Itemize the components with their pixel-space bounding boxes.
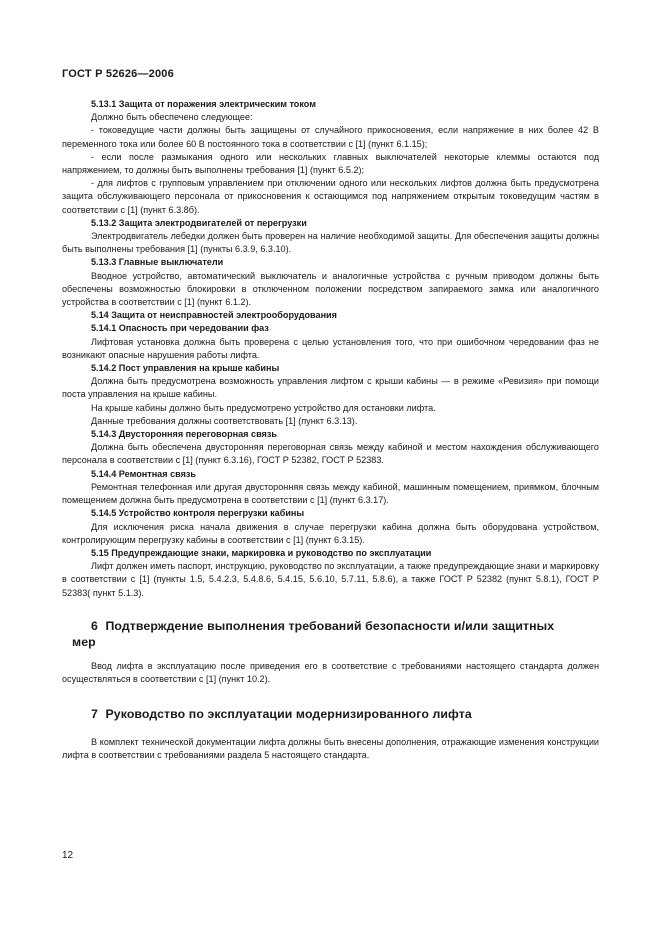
section-6-number: 6: [91, 618, 98, 633]
clause-paragraph: - токоведущие части должны быть защищены от случайного прикосновения, если напряжение в них более 42 В переменного тока или более 60 В постоянного тока в соответствии с [1] (пункт 6.1.15);: [62, 125, 599, 149]
clause-paragraph: Должна быть предусмотрена возможность управления лифтом с крыши кабины — в режиме «Ревизия» при помощи поста управления на крыше кабины.: [62, 376, 599, 400]
section-7: [62, 706, 599, 762]
clause-heading: 5.14.3 Двусторонняя переговорная связь: [91, 429, 277, 440]
section-7-heading: [62, 706, 599, 722]
clause-paragraph: - для лифтов с групповым управлением при отключении одного или нескольких лифтов должна быть предусмотрена защита обслуживающего персонала от прикосновения к остающимся под напряжением открытым токоведущим частям в соответствии с [1] (пункт 6.3.8б).: [62, 178, 599, 215]
document-header: ГОСТ Р 52626—2006: [62, 68, 174, 80]
clause-heading: 5.13.3 Главные выключатели: [91, 257, 224, 268]
section-7-text: В комплект технической документации лифта должны быть внесены дополнения, отражающие изменения конструкции лифта в соответствии с требованиями раздела 5 настоящего стандарта.: [62, 737, 599, 761]
section-7-title: Руководство по эксплуатации модернизированного лифта: [105, 707, 472, 722]
clause-heading: 5.13.1 Защита от поражения электрическим током: [91, 99, 316, 109]
clause-heading: 5.14 Защита от неисправностей электрооборудования: [91, 310, 337, 321]
section-6-text: Ввод лифта в эксплуатацию после приведения его в соответствие с требованиями настоящего стандарта должен осуществляться в соответствии с [1] (пункт 10.2).: [62, 660, 599, 684]
clause-paragraph: Должна быть обеспечена двусторонняя переговорная связь между кабиной и местом нахождения обслуживающего персонала в соответствии с [1] (пункт 6.3.16), ГОСТ Р 52382, ГОСТ Р 52383.: [62, 442, 599, 466]
clause-paragraph: Электродвигатель лебедки должен быть проверен на наличие необходимой защиты. Для обеспечения защиты должны быть выполнены требования [1] (пункты 6.3.9, 6.3.10).: [62, 231, 599, 255]
clause-paragraph: Лифтовая установка должна быть проверена с целью установления того, что при ошибочном чередовании фаз не возникают опасные нарушения работы лифта.: [62, 336, 599, 360]
clause-paragraph: Ремонтная телефонная или другая двусторонняя связь между кабиной, машинным помещением, приямком, блочным помещением должна быть предусмотрена в соответствии с [1] (пункт 6.3.17).: [62, 481, 599, 506]
clause-paragraph: Вводное устройство, автоматический выключатель и аналогичные устройства с ручным приводом должны быть обеспечены возможностью блокировки в отключенном положении посредством запираемого замка или аналогичного устройства в соответствии с [1] (пункт 6.1.2).: [62, 270, 599, 308]
clause-paragraph: На крыше кабины должно быть предусмотрено устройство для остановки лифта.: [91, 402, 436, 413]
clause-paragraph: Лифт должен иметь паспорт, инструкцию, руководство по эксплуатации, а также предупреждающие знаки и маркировку в соответствии с [1] (пункты 1.5, 5.4.2.3, 5.4.8.6, 5.4.15, 5.6.10, 5.7.11, 5.8.6), а также ГОСТ Р 52382 (пункт 5.8.1), ГОСТ Р 52383( пункт 5.1.3).: [62, 561, 599, 598]
clause-paragraph: Для исключения риска начала движения в случае перегрузки кабина должна быть оборудована устройством, контролирующим перегрузку кабины в соответствии с [1] (пункт 6.3.15).: [62, 521, 599, 545]
section-6-heading: [62, 618, 599, 634]
section-7-number: 7: [91, 707, 98, 722]
clause-heading: 5.13.2 Защита электродвигателей от перегрузки: [91, 217, 307, 228]
section-6: [62, 618, 599, 686]
section-6-title-line2: мер: [72, 634, 96, 649]
clause-heading: 5.14.4 Ремонтная связь: [91, 468, 197, 479]
clause-heading: 5.15 Предупреждающие знаки, маркировка и руководство по эксплуатации: [91, 547, 432, 558]
clause-paragraph: - если после размыкания одного или нескольких главных выключателей некоторые клеммы остаются под напряжением, то должны быть выполнены требования [1] (пункт 6.5.2);: [62, 151, 599, 176]
section-6-title-line1: Подтверждение выполнения требований безопасности и/или защитных: [105, 618, 555, 633]
clause-paragraph: Должно быть обеспечено следующее:: [91, 112, 253, 123]
page-number: 12: [62, 850, 74, 861]
clause-paragraph: Данные требования должны соответствовать [1] (пункт 6.3.13).: [91, 415, 358, 426]
clauses-section-5: [62, 98, 599, 600]
clause-heading: 5.14.5 Устройство контроля перегрузки кабины: [91, 508, 305, 519]
document-body: [62, 98, 599, 763]
clause-heading: 5.14.2 Пост управления на крыше кабины: [91, 363, 280, 374]
clause-heading: 5.14.1 Опасность при чередовании фаз: [91, 323, 269, 334]
